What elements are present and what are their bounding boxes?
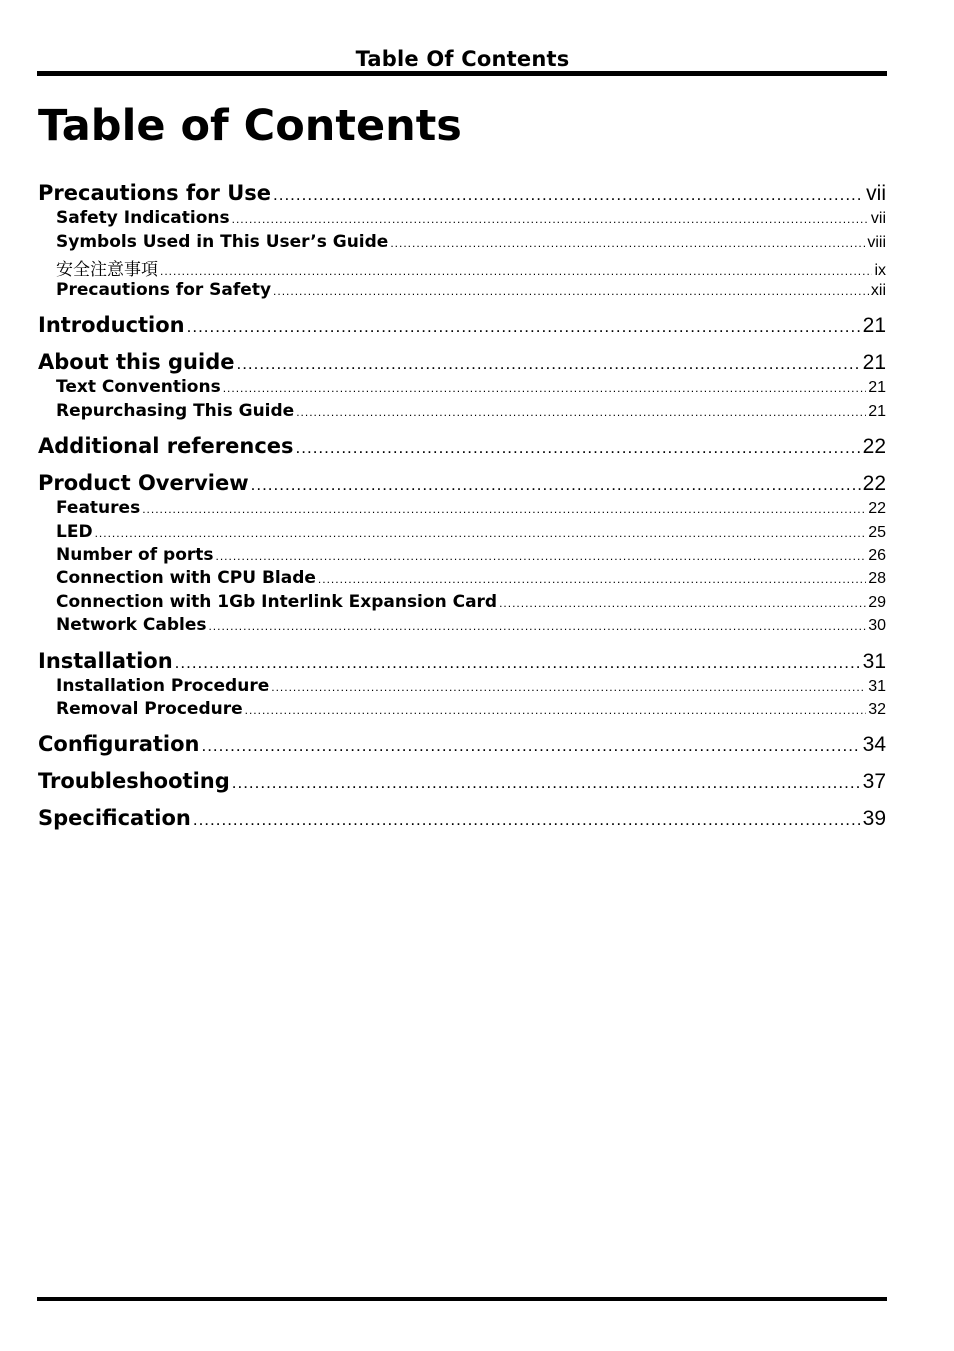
toc-leader: [193, 810, 861, 830]
toc-entry-connection-interlink-card[interactable]: [38, 592, 886, 614]
footer-rule: [37, 1297, 887, 1301]
toc-entry-removal-procedure[interactable]: [38, 699, 886, 721]
toc-entry-specification[interactable]: [38, 806, 886, 834]
toc-entry-precautions-for-use[interactable]: [38, 181, 886, 209]
toc-page-number: 30: [868, 617, 886, 634]
toc-leader: [208, 619, 866, 633]
toc-leader: [390, 236, 865, 250]
toc-leader: [216, 549, 867, 563]
toc-page-number: 21: [862, 351, 886, 374]
toc-page-number: vii: [866, 182, 886, 205]
toc-entry-title: Number of ports: [56, 545, 214, 565]
toc-page-number: 31: [862, 650, 886, 673]
toc-page-number: 21: [868, 403, 886, 420]
toc-entry-title: Repurchasing This Guide: [56, 401, 295, 421]
toc-leader: [245, 703, 867, 717]
toc-page-number: 37: [862, 770, 886, 793]
toc-page-number: ix: [874, 262, 886, 277]
toc-entry-title: Installation: [38, 649, 173, 673]
toc-page-number: 22: [868, 500, 886, 517]
toc-entry-connection-cpu-blade[interactable]: [38, 568, 886, 590]
toc-entry-troubleshooting[interactable]: [38, 769, 886, 797]
toc-entry-title: Connection with CPU Blade: [56, 568, 316, 588]
toc-entry-introduction[interactable]: [38, 313, 886, 341]
toc-leader: [273, 284, 869, 298]
toc-entry-precautions-for-safety[interactable]: [38, 280, 886, 302]
toc-leader: [232, 212, 869, 226]
toc-entry-title: Specification: [38, 806, 191, 830]
toc-leader: [142, 502, 866, 516]
toc-page-number: xii: [870, 282, 886, 299]
toc-page-number: 34: [862, 733, 886, 756]
header-rule: [37, 71, 887, 76]
toc-leader: [296, 405, 866, 419]
toc-page-number: 22: [862, 435, 886, 458]
toc-entry-network-cables[interactable]: [38, 615, 886, 637]
toc-leader: [271, 680, 866, 694]
toc-leader: [95, 526, 867, 540]
toc-leader: [232, 773, 861, 793]
toc-entry-title: Connection with 1Gb Interlink Expansion Card: [56, 592, 498, 612]
toc-entry-about-this-guide[interactable]: [38, 350, 886, 378]
toc-entry-title: Precautions for Use: [38, 181, 272, 205]
toc-entry-number-of-ports[interactable]: [38, 545, 886, 567]
toc-entry-title: Introduction: [38, 313, 185, 337]
toc-entry-safety-precautions-jp[interactable]: [38, 255, 886, 277]
toc-entry-title: Troubleshooting: [38, 769, 230, 793]
toc-entry-repurchasing-this-guide[interactable]: [38, 401, 886, 423]
toc-entry-title: Features: [56, 498, 141, 518]
toc-leader: [273, 185, 864, 205]
toc-page-number: 28: [868, 570, 886, 587]
toc-leader: [499, 596, 866, 610]
toc-page-number: 21: [862, 314, 886, 337]
toc-entry-title: Additional references: [38, 434, 294, 458]
toc-entry-installation[interactable]: [38, 649, 886, 677]
toc-entry-symbols-used[interactable]: [38, 232, 886, 254]
toc-page-number: 31: [868, 678, 886, 695]
toc-leader: [236, 354, 860, 374]
toc-page-number: 26: [868, 547, 886, 564]
toc-entry-title: Symbols Used in This User’s Guide: [56, 232, 389, 252]
toc-entry-title: Safety Indications: [56, 208, 230, 228]
toc-entry-title: Removal Procedure: [56, 699, 243, 719]
toc-entry-title: Network Cables: [56, 615, 207, 635]
toc-entry-product-overview[interactable]: [38, 471, 886, 499]
toc-leader: [187, 317, 861, 337]
toc-entry-configuration[interactable]: [38, 732, 886, 760]
toc-entry-features[interactable]: [38, 498, 886, 520]
toc-entry-title: Precautions for Safety: [56, 280, 272, 300]
toc-leader: [251, 475, 861, 495]
toc-leader: [296, 438, 861, 458]
toc-leader: [160, 264, 872, 277]
toc-entry-safety-indications[interactable]: [38, 208, 886, 230]
toc-leader: [175, 653, 861, 673]
toc-entry-additional-references[interactable]: [38, 434, 886, 462]
page-title: Table of Contents: [38, 101, 462, 151]
toc-entry-title: Configuration: [38, 732, 200, 756]
toc-page-number: vii: [870, 210, 886, 227]
toc-entry-title: LED: [56, 522, 93, 542]
toc-page-number: 21: [868, 379, 886, 396]
toc-page-number: 29: [868, 594, 886, 611]
toc-entry-title: Product Overview: [38, 471, 249, 495]
toc-leader: [318, 572, 866, 586]
running-header: Table Of Contents: [355, 47, 570, 71]
toc-entry-title: Text Conventions: [56, 377, 221, 397]
toc-page-number: 25: [868, 524, 886, 541]
toc-entry-led[interactable]: [38, 522, 886, 544]
toc-entry-title: About this guide: [38, 350, 235, 374]
toc-page-number: 32: [868, 701, 886, 718]
toc-entry-text-conventions[interactable]: [38, 377, 886, 399]
toc-leader: [201, 736, 860, 756]
toc-page-number: viii: [867, 234, 886, 251]
toc-page-number: 39: [862, 807, 886, 830]
toc-leader: [223, 381, 866, 395]
toc-page-number: 22: [862, 472, 886, 495]
toc-entry-title: 安全注意事項: [56, 260, 158, 277]
toc-entry-installation-procedure[interactable]: [38, 676, 886, 698]
toc-entry-title: Installation Procedure: [56, 676, 270, 696]
